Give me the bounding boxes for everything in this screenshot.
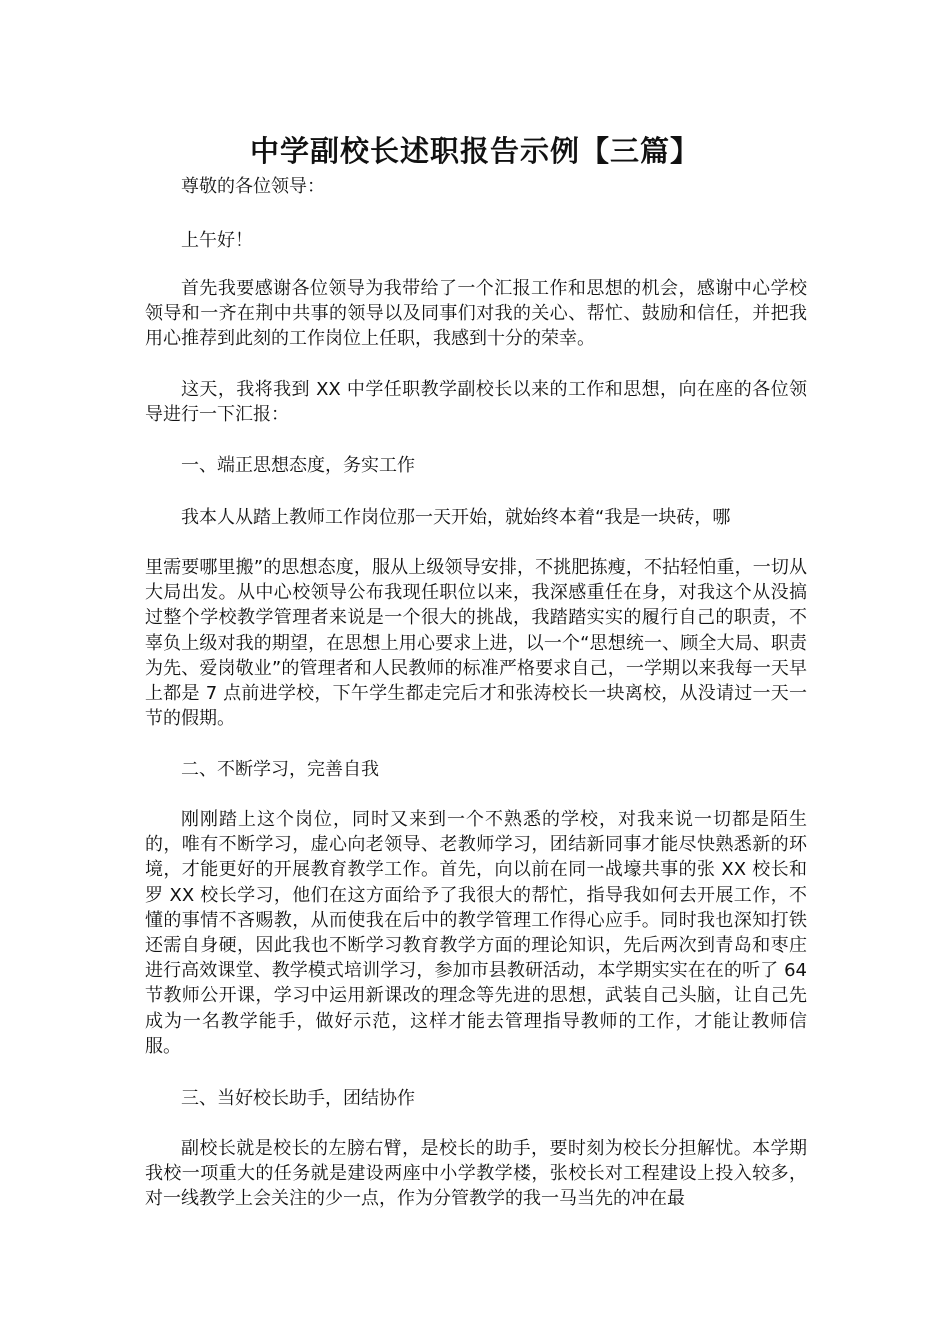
greeting: 上午好！ — [181, 230, 253, 251]
paragraph-intro: 这天，我将我到 XX 中学任职教学副校长以来的工作和思想，向在座的各位领导进行一下汇报： — [145, 379, 807, 426]
section-heading-3: 三、当好校长助手，团结协作 — [181, 1088, 415, 1109]
paragraph-section-1-body: 里需要哪里搬”的思想态度，服从上级领导安排，不挑肥拣瘦，不拈轻怕重，一切从大局出发。从中心校领导公布我现任职位以来，我深感重任在身，对我这个从没搞过整个学校教学管理者来说是一个很大的挑战，我踏踏实实的履行自己的职责，不辜负上级对我的期望，在思想上用心要求上进，以一个“思想统一、顾全大局、职责为先、爱岗敬业”的管理者和人民教师的标准严格要求自己，一学期以来我每一天早上都是 7 点前进学校，下午学生都走完后才和张涛校长一块离校，从没请过一天一节的假期。 — [145, 557, 807, 730]
paragraph-section-3-body: 副校长就是校长的左膀右臂，是校长的助手，要时刻为校长分担解忧。本学期我校一项重大的任务就是建设两座中小学教学楼，张校长对工程建设上投入较多，对一线教学上会关注的少一点，作为分管教学的我一马当先的冲在最 — [145, 1138, 807, 1210]
section-heading-2: 二、不断学习，完善自我 — [181, 759, 379, 780]
document-title: 中学副校长述职报告示例【三篇】 — [249, 134, 700, 168]
section-heading-1: 一、端正思想态度，务实工作 — [181, 455, 415, 476]
paragraph-section-1-start: 我本人从踏上教师工作岗位那一天开始，就始终本着“我是一块砖，哪 — [181, 507, 731, 528]
paragraph-thanks: 首先我要感谢各位领导为我带给了一个汇报工作和思想的机会，感谢中心学校领导和一齐在荆中共事的领导以及同事们对我的关心、帮忙、鼓励和信任，并把我用心推荐到此刻的工作岗位上任职，我感到十分的荣幸。 — [145, 278, 807, 350]
salutation: 尊敬的各位领导： — [181, 176, 325, 197]
paragraph-section-2-body: 刚刚踏上这个岗位，同时又来到一个不熟悉的学校，对我来说一切都是陌生的，唯有不断学习，虚心向老领导、老教师学习，团结新同事才能尽快熟悉新的环境，才能更好的开展教育教学工作。首先，向以前在同一战壕共事的张 XX 校长和罗 XX 校长学习，他们在这方面给予了我很大的帮忙，指导我如何去开展工作，不懂的事情不吝赐教，从而使我在后中的教学管理工作得心应手。同时我也深知打铁还需自身硬，因此我也不断学习教育教学方面的理论知识，先后两次到青岛和枣庄进行高效课堂、教学模式培训学习，参加市县教研活动，本学期实实在在的听了 64 节教师公开课，学习中运用新课改的理念等先进的思想，武装自己头脑，让自己先成为一名教学能手，做好示范，这样才能去管理指导教师的工作，才能让教师信服。 — [145, 809, 807, 1057]
